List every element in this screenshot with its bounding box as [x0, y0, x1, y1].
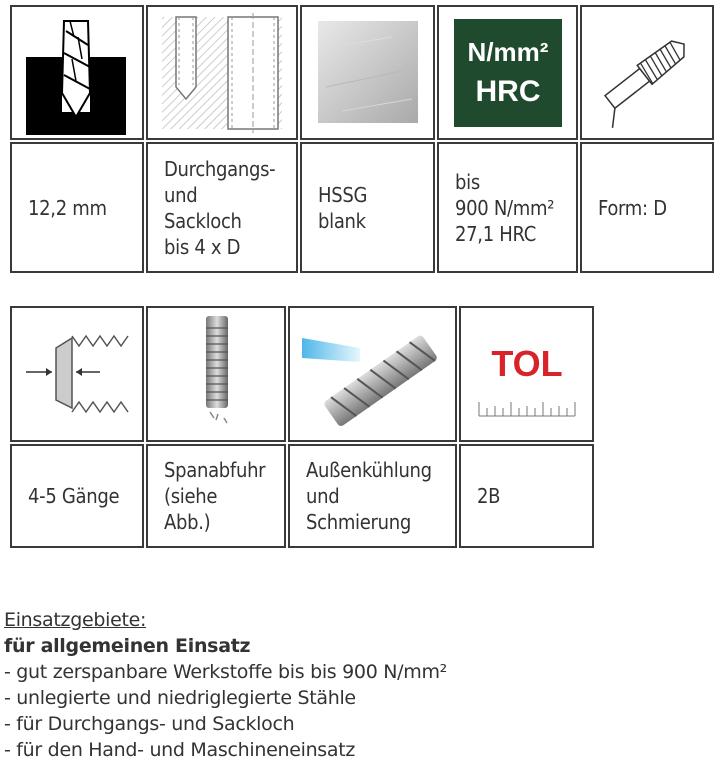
- list-item: - für den Hand- und Maschineneinsatz: [4, 737, 447, 763]
- value-cell-strength: [437, 142, 578, 273]
- value-cell-tolerance: [459, 444, 594, 548]
- hardness-unit-label: HRC: [475, 75, 541, 108]
- value-cell-chip-removal: [146, 444, 286, 548]
- strength-value: bis 900 N/mm² 27,1 HRC: [455, 169, 555, 246]
- icon-cell-tolerance: [459, 306, 594, 442]
- tolerance-value: 2B: [477, 484, 501, 508]
- form-value: Form: D: [598, 195, 667, 220]
- application-subheading: für allgemeinen Einsatz: [4, 635, 251, 657]
- chamfer-value: 4-5 Gänge: [28, 484, 120, 508]
- icon-cell-form: [580, 5, 714, 140]
- blind-hole-icon: [148, 7, 296, 138]
- value-cell-material: [300, 142, 435, 273]
- application-areas: [4, 607, 447, 763]
- chip-removal-icon: [148, 308, 284, 440]
- chamfer-threads-icon: [12, 308, 142, 440]
- application-list: [4, 659, 447, 763]
- icon-cell-hole-type: [146, 5, 298, 140]
- value-cell-hole-type: [146, 142, 298, 273]
- tolerance-label: TOL: [491, 343, 563, 384]
- list-item: - unlegierte und niedriglegierte Stähle: [4, 685, 447, 711]
- strength-hardness-icon: [439, 7, 576, 138]
- tolerance-icon: [461, 308, 592, 440]
- drill-hole-icon: [12, 7, 142, 138]
- icon-cell-material: [300, 5, 435, 140]
- icon-cell-chip-removal: [146, 306, 286, 442]
- value-cell-diameter: [10, 142, 144, 273]
- application-heading: Einsatzgebiete:: [4, 609, 147, 631]
- value-cell-cooling: [288, 444, 457, 548]
- icon-cell-chamfer: [10, 306, 144, 442]
- value-cell-chamfer: [10, 444, 144, 548]
- value-cell-form: [580, 142, 714, 273]
- external-cooling-icon: [290, 308, 455, 440]
- material-value: HSSG blank: [318, 182, 368, 233]
- list-item: - für Durchgangs- und Sackloch: [4, 711, 447, 737]
- steel-surface-icon: [302, 7, 433, 138]
- list-item: - gut zerspanbare Werkstoffe bis bis 900 N/mm²: [4, 659, 447, 685]
- tap-form-icon: [582, 7, 712, 138]
- icon-cell-cooling: [288, 306, 457, 442]
- hole-type-value: Durchgangs- und Sackloch bis 4 x D: [164, 156, 276, 259]
- icon-cell-strength: [437, 5, 578, 140]
- strength-unit-label: N/mm²: [467, 37, 549, 67]
- cooling-value: Außenkühlung und Schmierung: [306, 458, 432, 534]
- chip-removal-value: Spanabfuhr (siehe Abb.): [164, 458, 266, 534]
- icon-cell-diameter: [10, 5, 144, 140]
- diameter-value: 12,2 mm: [28, 195, 107, 220]
